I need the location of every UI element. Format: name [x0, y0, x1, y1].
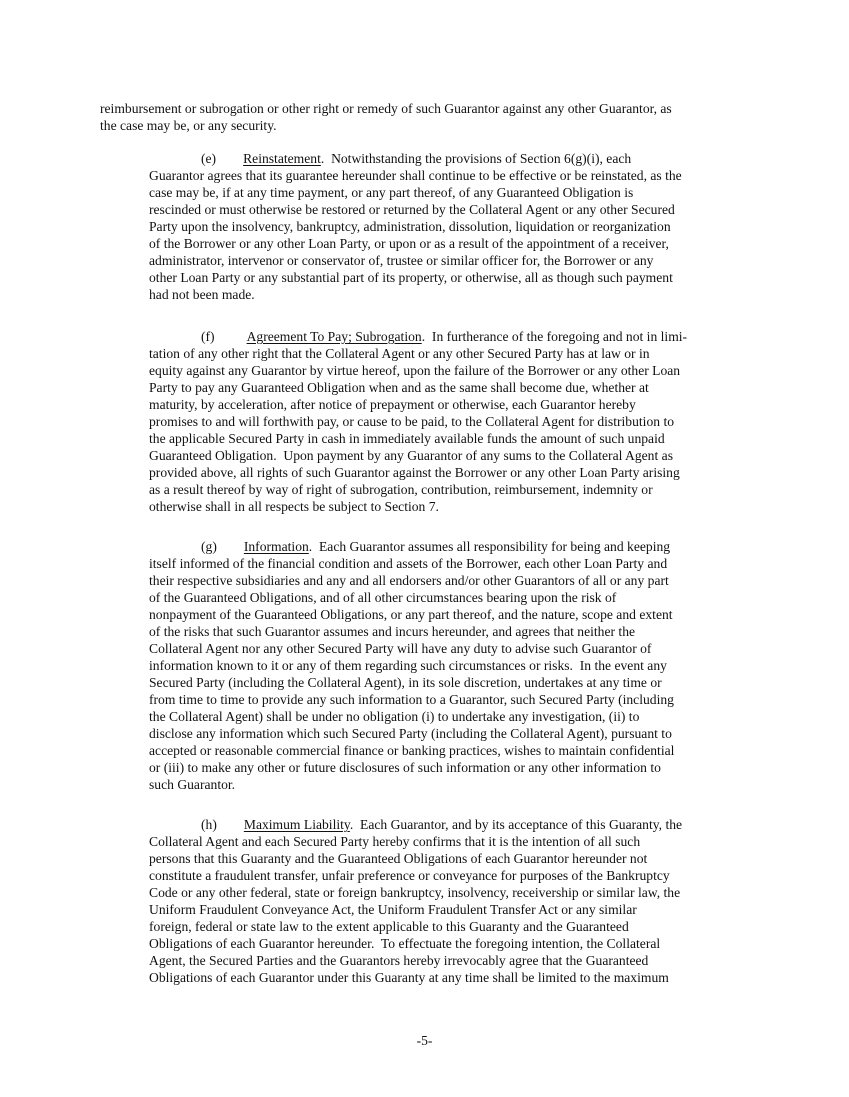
section-f-line: otherwise shall in all respects be subject to Section 7. [149, 499, 439, 514]
section-g-line: Collateral Agent nor any other Secured Party will have any duty to advise such Guarantor of [149, 641, 652, 656]
section-f-marker: (f) [201, 329, 215, 344]
section-e-line: had not been made. [149, 287, 255, 302]
section-f-line: promises to and will forthwith pay, or cause to be paid, to the Collateral Agent for distribution to [149, 414, 675, 429]
section-g-heading: Information [243, 539, 309, 554]
section-h-heading: Maximum Liability [243, 817, 350, 832]
section-e-line: Guarantor agrees that its guarantee hereunder shall continue to be effective or be reinstated, as the [149, 168, 682, 183]
section-e-line: administrator, intervenor or conservator of, trustee or similar officer for, the Borrower or any [149, 253, 654, 268]
section-g-line: their respective subsidiaries and any and all endorsers and/or other Guarantors of all or any part [149, 573, 669, 588]
section-g-line: such Guarantor. [149, 777, 236, 792]
section-g-line: disclose any information which such Secured Party (including the Collateral Agent), pursuant to [149, 726, 672, 741]
section-h-line: persons that this Guaranty and the Guaranteed Obligations of each Guarantor hereunder not [149, 851, 648, 866]
section-f-line: maturity, by acceleration, after notice of prepayment or otherwise, each Guarantor hereby [149, 397, 636, 412]
section-e-first-line [201, 151, 631, 167]
section-h-marker: (h) [201, 817, 217, 832]
section-h-line: Uniform Fraudulent Conveyance Act, the Uniform Fraudulent Transfer Act or any similar [149, 902, 637, 917]
section-h-line: Agent, the Secured Parties and the Guarantors hereby irrevocably agree that the Guaranteed [149, 953, 649, 968]
section-g-line: of the risks that such Guarantor assumes and incurs hereunder, and agrees that neither the [149, 624, 636, 639]
section-g-line: or (iii) to make any other or future disclosures of such information or any other information to [149, 760, 661, 775]
section-h-line: Obligations of each Guarantor hereunder. To effectuate the foregoing intention, the Collateral [149, 936, 661, 951]
section-g-line: of the Guaranteed Obligations, and of all other circumstances bearing upon the risk of [149, 590, 617, 605]
section-e-marker: (e) [201, 151, 217, 166]
section-e-heading: Reinstatement [243, 151, 321, 166]
section-g-line: nonpayment of the Guaranteed Obligations, or any part thereof, and the nature, scope and extent [149, 607, 673, 622]
section-f-line: provided above, all rights of such Guarantor against the Borrower or any other Loan Party arising [149, 465, 680, 480]
section-h-line: Collateral Agent and each Secured Party hereby confirms that it is the intention of all such [149, 834, 641, 849]
section-f-first-line [201, 329, 687, 345]
section-g-line: from time to time to provide any such information to a Guarantor, such Secured Party (including [149, 692, 674, 707]
section-g-line: the Collateral Agent) shall be under no obligation (i) to undertake any investigation, (ii) to [149, 709, 640, 724]
section-f-line: equity against any Guarantor by virtue hereof, upon the failure of the Borrower or any other Loan [149, 363, 681, 378]
section-h-first-line [201, 817, 682, 833]
section-e-first-line-rest: . Notwithstanding the provisions of Section 6(g)(i), each [320, 151, 632, 166]
section-g-first-line [201, 539, 670, 555]
section-f-heading: Agreement To Pay; Subrogation [246, 329, 422, 344]
section-h-line: foreign, federal or state law to the extent applicable to this Guaranty and the Guaranteed [149, 919, 629, 934]
page-number: -5- [416, 1033, 433, 1048]
section-e-line: of the Borrower or any other Loan Party, or upon or as a result of the appointment of a receiver, [149, 236, 669, 251]
intro-line-1: reimbursement or subrogation or other right or remedy of such Guarantor against any other Guarantor, as [100, 101, 672, 116]
section-e-line: rescinded or must otherwise be restored or returned by the Collateral Agent or any other Secured [149, 202, 675, 217]
section-h-first-line-rest: . Each Guarantor, and by its acceptance of this Guaranty, the [349, 817, 683, 832]
section-f-line: as a result thereof by way of right of subrogation, contribution, reimbursement, indemnity or [149, 482, 653, 497]
section-g-line: itself informed of the financial condition and assets of the Borrower, each other Loan Party and [149, 556, 668, 571]
section-e-line: Party upon the insolvency, bankruptcy, administration, dissolution, liquidation or reorganization [149, 219, 671, 234]
section-h-line: constitute a fraudulent transfer, unfair preference or conveyance for purposes of the Bankruptcy [149, 868, 670, 883]
intro-line-2: the case may be, or any security. [100, 118, 277, 133]
section-f-first-line-rest: . In furtherance of the foregoing and not in limi- [421, 329, 688, 344]
section-g-line: accepted or reasonable commercial finance or banking practices, wishes to maintain confidential [149, 743, 675, 758]
section-g-line: information known to it or any of them regarding such circumstances or risks. In the event any [149, 658, 667, 673]
section-g-line: Secured Party (including the Collateral Agent), in its sole discretion, undertakes at any time or [149, 675, 662, 690]
section-g-marker: (g) [201, 539, 217, 554]
section-f-line: tation of any other right that the Collateral Agent or any other Secured Party has at law or in [149, 346, 650, 361]
section-e-line: case may be, if at any time payment, or any part thereof, of any Guaranteed Obligation is [149, 185, 634, 200]
section-f-line: Guaranteed Obligation. Upon payment by any Guarantor of any sums to the Collateral Agent as [149, 448, 673, 463]
section-g-first-line-rest: . Each Guarantor assumes all responsibility for being and keeping [308, 539, 671, 554]
section-e-line: other Loan Party or any substantial part of its property, or otherwise, all as though such payment [149, 270, 673, 285]
section-f-line: the applicable Secured Party in cash in immediately available funds the amount of such unpaid [149, 431, 665, 446]
section-h-line: Obligations of each Guarantor under this Guaranty at any time shall be limited to the maximum [149, 970, 669, 985]
section-f-line: Party to pay any Guaranteed Obligation when and as the same shall become due, whether at [149, 380, 649, 395]
section-h-line: Code or any other federal, state or foreign bankruptcy, insolvency, receivership or similar law, the [149, 885, 681, 900]
